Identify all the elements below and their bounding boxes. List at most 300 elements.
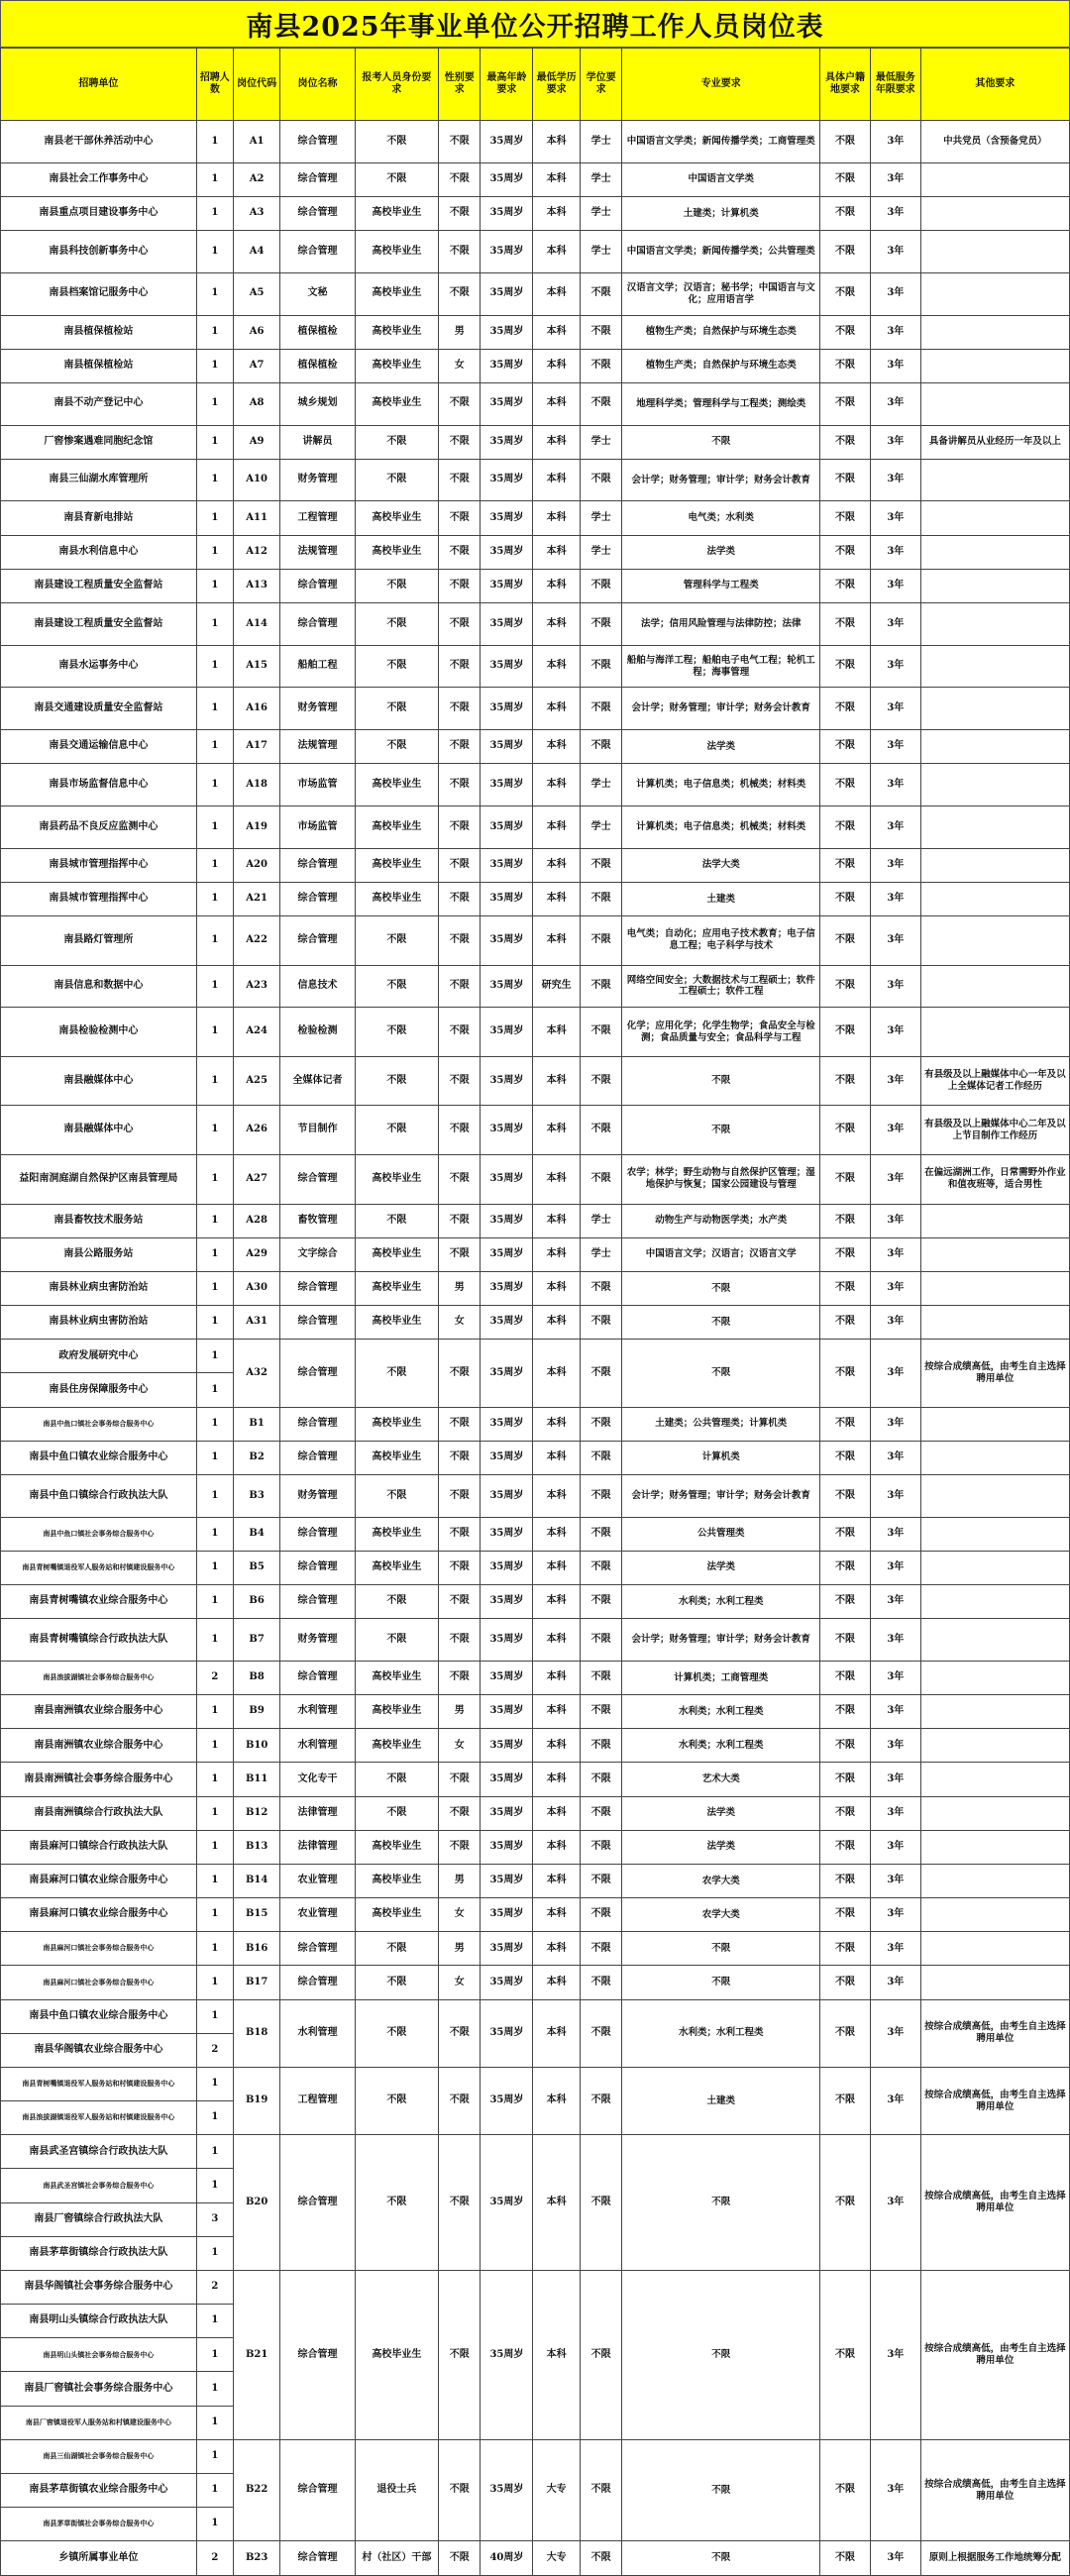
num-cell: 1 (196, 1441, 233, 1474)
major-cell: 中国语言文学；汉语言；汉语言文学 (622, 1237, 820, 1271)
code-cell: A29 (233, 1237, 280, 1271)
edu-cell: 本科 (533, 1441, 581, 1474)
hk-cell: 不限 (820, 2270, 871, 2439)
name-cell: 法规管理 (280, 535, 355, 569)
edu-cell: 本科 (533, 1864, 581, 1897)
yrs-cell: 3年 (870, 848, 920, 882)
name-cell: 讲解员 (280, 425, 355, 459)
unit-cell: 南县厂窖镇综合行政执法大队 (1, 2202, 197, 2236)
deg-cell: 学士 (580, 121, 621, 163)
yrs-cell: 3年 (870, 1407, 920, 1441)
yrs-cell: 3年 (870, 688, 920, 730)
id-cell: 高校毕业生 (355, 1271, 439, 1305)
name-cell: 水利管理 (280, 1729, 355, 1763)
age-cell: 35周岁 (481, 1932, 533, 1966)
name-cell: 财务管理 (280, 459, 355, 501)
deg-cell: 不限 (580, 1407, 621, 1441)
id-cell: 高校毕业生 (355, 1864, 439, 1897)
num-cell: 1 (196, 2101, 233, 2135)
id-cell: 不限 (355, 1204, 439, 1237)
code-cell: A9 (233, 425, 280, 459)
other-cell (920, 1407, 1069, 1441)
major-cell: 中国语言文学类；新闻传播学类；工商管理类 (622, 121, 820, 163)
yrs-cell: 3年 (870, 1008, 920, 1057)
hk-cell: 不限 (820, 196, 871, 230)
major-cell: 网络空间安全；大数据技术与工程硕士；软件工程硕士；软件工程 (622, 965, 820, 1008)
edu-cell: 本科 (533, 1474, 581, 1517)
yrs-cell: 3年 (870, 349, 920, 382)
hk-cell: 不限 (820, 806, 871, 849)
edu-cell: 本科 (533, 1106, 581, 1155)
hk-cell: 不限 (820, 1008, 871, 1057)
major-cell: 不限 (622, 1271, 820, 1305)
age-cell: 35周岁 (481, 1154, 533, 1204)
age-cell: 35周岁 (481, 1898, 533, 1932)
header-cell: 性别要求 (439, 49, 481, 121)
deg-cell: 不限 (580, 1830, 621, 1864)
hk-cell: 不限 (820, 882, 871, 915)
sex-cell: 不限 (439, 162, 481, 196)
deg-cell: 不限 (580, 1966, 621, 1999)
unit-cell: 南县麻河口镇农业综合服务中心 (1, 1898, 197, 1932)
header-cell: 岗位名称 (280, 49, 355, 121)
edu-cell: 本科 (533, 121, 581, 163)
unit-cell: 南县浪拔湖镇退役军人服务站和村镇建设服务中心 (1, 2101, 197, 2135)
deg-cell: 不限 (580, 645, 621, 688)
code-cell: A21 (233, 882, 280, 915)
deg-cell: 不限 (580, 1864, 621, 1897)
name-cell: 财务管理 (280, 688, 355, 730)
id-cell: 不限 (355, 1999, 439, 2067)
id-cell: 不限 (355, 121, 439, 163)
deg-cell: 不限 (580, 272, 621, 315)
yrs-cell: 3年 (870, 1237, 920, 1271)
yrs-cell: 3年 (870, 1271, 920, 1305)
unit-cell: 南县麻河口镇社会事务综合服务中心 (1, 1966, 197, 1999)
id-cell: 不限 (355, 1763, 439, 1796)
other-cell (920, 1763, 1069, 1796)
hk-cell: 不限 (820, 162, 871, 196)
yrs-cell: 3年 (870, 2439, 920, 2541)
other-cell (920, 645, 1069, 688)
num-cell: 1 (196, 1106, 233, 1155)
header-cell: 招聘人数 (196, 49, 233, 121)
job-table (0, 48, 1070, 2576)
id-cell: 村（社区）干部 (355, 2541, 439, 2575)
sex-cell: 不限 (439, 196, 481, 230)
name-cell: 综合管理 (280, 1551, 355, 1584)
name-cell: 综合管理 (280, 2270, 355, 2439)
other-cell (920, 1729, 1069, 1763)
table-row (1, 1407, 1070, 1441)
sex-cell: 女 (439, 349, 481, 382)
other-cell (920, 315, 1069, 349)
age-cell: 35周岁 (481, 535, 533, 569)
deg-cell: 不限 (580, 1551, 621, 1584)
code-cell: B2 (233, 1441, 280, 1474)
header-cell: 学位要求 (580, 49, 621, 121)
deg-cell: 不限 (580, 1932, 621, 1966)
table-row (1, 1106, 1070, 1155)
num-cell: 1 (196, 1306, 233, 1340)
name-cell: 文字综合 (280, 1237, 355, 1271)
edu-cell: 大专 (533, 2439, 581, 2541)
major-cell: 电气类；水利类 (622, 501, 820, 535)
code-cell: B21 (233, 2270, 280, 2439)
unit-cell: 南县畜牧技术服务站 (1, 1204, 197, 1237)
sex-cell: 不限 (439, 602, 481, 645)
major-cell: 水利类；水利工程类 (622, 1695, 820, 1729)
major-cell: 中国语言文学类 (622, 162, 820, 196)
table-row (1, 848, 1070, 882)
edu-cell: 本科 (533, 916, 581, 966)
id-cell: 高校毕业生 (355, 1306, 439, 1340)
yrs-cell: 3年 (870, 425, 920, 459)
other-cell: 按综合成绩高低，由考生自主选择聘用单位 (920, 2067, 1069, 2134)
sex-cell: 不限 (439, 535, 481, 569)
name-cell: 综合管理 (280, 1306, 355, 1340)
major-cell: 不限 (622, 1056, 820, 1106)
num-cell: 1 (196, 1154, 233, 1204)
deg-cell: 不限 (580, 730, 621, 764)
major-cell: 公共管理类 (622, 1517, 820, 1551)
num-cell: 1 (196, 1551, 233, 1584)
hk-cell: 不限 (820, 569, 871, 602)
unit-cell: 厂窖惨案遇难同胞纪念馆 (1, 425, 197, 459)
major-cell: 法学大类 (622, 848, 820, 882)
table-row (1, 1517, 1070, 1551)
num-cell: 2 (196, 2270, 233, 2304)
sex-cell: 不限 (439, 1661, 481, 1694)
num-cell: 2 (196, 1661, 233, 1694)
id-cell: 不限 (355, 569, 439, 602)
sex-cell: 女 (439, 1898, 481, 1932)
table-row (1, 1008, 1070, 1057)
code-cell: A30 (233, 1271, 280, 1305)
id-cell: 高校毕业生 (355, 1237, 439, 1271)
sex-cell: 不限 (439, 1056, 481, 1106)
table-row (1, 231, 1070, 273)
name-cell: 综合管理 (280, 2135, 355, 2271)
hk-cell: 不限 (820, 1729, 871, 1763)
id-cell: 高校毕业生 (355, 1661, 439, 1694)
unit-cell: 南县南洲镇农业综合服务中心 (1, 1695, 197, 1729)
unit-cell: 南县厂窖镇社会事务综合服务中心 (1, 2372, 197, 2406)
unit-cell: 南县青树嘴镇退役军人服务站和村镇建设服务中心 (1, 2067, 197, 2100)
name-cell: 综合管理 (280, 1661, 355, 1694)
unit-cell: 南县水利信息中心 (1, 535, 197, 569)
major-cell: 农学大类 (622, 1898, 820, 1932)
id-cell: 高校毕业生 (355, 1898, 439, 1932)
age-cell: 35周岁 (481, 121, 533, 163)
name-cell: 水利管理 (280, 1999, 355, 2067)
other-cell (920, 459, 1069, 501)
yrs-cell: 3年 (870, 2067, 920, 2134)
hk-cell: 不限 (820, 425, 871, 459)
table-row (1, 1729, 1070, 1763)
major-cell: 法学；信用风险管理与法律防控；法律 (622, 602, 820, 645)
unit-cell: 南县南洲镇社会事务综合服务中心 (1, 1763, 197, 1796)
num-cell: 1 (196, 121, 233, 163)
name-cell: 检验检测 (280, 1008, 355, 1057)
deg-cell: 学士 (580, 196, 621, 230)
unit-cell: 南县植保植检站 (1, 315, 197, 349)
sex-cell: 不限 (439, 1551, 481, 1584)
num-cell: 1 (196, 231, 233, 273)
unit-cell: 南县融媒体中心 (1, 1106, 197, 1155)
table-row (1, 1898, 1070, 1932)
sex-cell: 不限 (439, 1619, 481, 1662)
major-cell: 水利类；水利工程类 (622, 1729, 820, 1763)
age-cell: 35周岁 (481, 1999, 533, 2067)
table-row (1, 730, 1070, 764)
deg-cell: 学士 (580, 162, 621, 196)
id-cell: 不限 (355, 1106, 439, 1155)
age-cell: 35周岁 (481, 1271, 533, 1305)
deg-cell: 学士 (580, 501, 621, 535)
id-cell: 高校毕业生 (355, 806, 439, 849)
unit-cell: 南县交通运输信息中心 (1, 730, 197, 764)
hk-cell: 不限 (820, 501, 871, 535)
hk-cell: 不限 (820, 2067, 871, 2134)
num-cell: 1 (196, 315, 233, 349)
id-cell: 高校毕业生 (355, 382, 439, 425)
sex-cell: 不限 (439, 2067, 481, 2134)
sex-cell: 不限 (439, 501, 481, 535)
code-cell: B16 (233, 1932, 280, 1966)
hk-cell: 不限 (820, 2439, 871, 2541)
num-cell: 1 (196, 1932, 233, 1966)
edu-cell: 本科 (533, 1898, 581, 1932)
sex-cell: 不限 (439, 645, 481, 688)
table-row (1, 1999, 1070, 2033)
edu-cell: 本科 (533, 806, 581, 849)
sex-cell: 不限 (439, 848, 481, 882)
deg-cell: 不限 (580, 382, 621, 425)
id-cell: 高校毕业生 (355, 848, 439, 882)
edu-cell: 本科 (533, 231, 581, 273)
other-cell (920, 1966, 1069, 1999)
code-cell: B3 (233, 1474, 280, 1517)
deg-cell: 不限 (580, 1695, 621, 1729)
unit-cell: 南县中鱼口镇农业综合服务中心 (1, 1441, 197, 1474)
age-cell: 35周岁 (481, 688, 533, 730)
age-cell: 35周岁 (481, 1661, 533, 1694)
hk-cell: 不限 (820, 1932, 871, 1966)
table-row (1, 688, 1070, 730)
sex-cell: 不限 (439, 2270, 481, 2439)
name-cell: 综合管理 (280, 1407, 355, 1441)
other-cell (920, 1932, 1069, 1966)
deg-cell: 不限 (580, 349, 621, 382)
num-cell: 1 (196, 1056, 233, 1106)
edu-cell: 本科 (533, 1661, 581, 1694)
header-cell: 岗位代码 (233, 49, 280, 121)
table-row (1, 1271, 1070, 1305)
num-cell: 1 (196, 459, 233, 501)
major-cell: 水利类；水利工程类 (622, 1999, 820, 2067)
unit-cell: 南县重点项目建设事务中心 (1, 196, 197, 230)
name-cell: 综合管理 (280, 121, 355, 163)
edu-cell: 本科 (533, 1695, 581, 1729)
table-row (1, 1204, 1070, 1237)
sex-cell: 女 (439, 1966, 481, 1999)
age-cell: 35周岁 (481, 1796, 533, 1830)
unit-cell: 南县药品不良反应监测中心 (1, 806, 197, 849)
major-cell: 农学大类 (622, 1864, 820, 1897)
name-cell: 市场监管 (280, 806, 355, 849)
age-cell: 35周岁 (481, 1584, 533, 1618)
table-row (1, 569, 1070, 602)
yrs-cell: 3年 (870, 1932, 920, 1966)
major-cell: 植物生产类；自然保护与环境生态类 (622, 349, 820, 382)
name-cell: 综合管理 (280, 1932, 355, 1966)
name-cell: 综合管理 (280, 1154, 355, 1204)
edu-cell: 本科 (533, 688, 581, 730)
code-cell: A19 (233, 806, 280, 849)
other-cell: 按综合成绩高低，由考生自主选择聘用单位 (920, 2439, 1069, 2541)
age-cell: 35周岁 (481, 1106, 533, 1155)
table-row (1, 2135, 1070, 2169)
unit-cell: 南县中鱼口镇社会事务综合服务中心 (1, 1517, 197, 1551)
name-cell: 信息技术 (280, 965, 355, 1008)
name-cell: 综合管理 (280, 2541, 355, 2575)
name-cell: 综合管理 (280, 602, 355, 645)
num-cell: 1 (196, 1271, 233, 1305)
sex-cell: 不限 (439, 688, 481, 730)
num-cell: 1 (196, 2135, 233, 2169)
unit-cell: 南县城市管理指挥中心 (1, 848, 197, 882)
edu-cell: 本科 (533, 501, 581, 535)
deg-cell: 不限 (580, 1661, 621, 1694)
hk-cell: 不限 (820, 231, 871, 273)
edu-cell: 本科 (533, 1008, 581, 1057)
edu-cell: 本科 (533, 645, 581, 688)
unit-cell: 南县青树嘴镇农业综合服务中心 (1, 1584, 197, 1618)
yrs-cell: 3年 (870, 1056, 920, 1106)
edu-cell: 本科 (533, 764, 581, 806)
edu-cell: 本科 (533, 1306, 581, 1340)
unit-cell: 南县青树嘴镇退役军人服务站和村镇建设服务中心 (1, 1551, 197, 1584)
header-cell: 招聘单位 (1, 49, 197, 121)
hk-cell: 不限 (820, 1830, 871, 1864)
id-cell: 不限 (355, 2067, 439, 2134)
age-cell: 40周岁 (481, 2541, 533, 2575)
name-cell: 节目制作 (280, 1106, 355, 1155)
other-cell: 原则上根据服务工作地统筹分配 (920, 2541, 1069, 2575)
sex-cell: 不限 (439, 382, 481, 425)
table-row (1, 1966, 1070, 1999)
table-row (1, 1154, 1070, 1204)
name-cell: 农业管理 (280, 1898, 355, 1932)
yrs-cell: 3年 (870, 1474, 920, 1517)
code-cell: A11 (233, 501, 280, 535)
age-cell: 35周岁 (481, 1306, 533, 1340)
sex-cell: 不限 (439, 425, 481, 459)
yrs-cell: 3年 (870, 2270, 920, 2439)
unit-cell: 南县中鱼口镇综合行政执法大队 (1, 1474, 197, 1517)
hk-cell: 不限 (820, 2541, 871, 2575)
num-cell: 1 (196, 196, 233, 230)
major-cell: 法学类 (622, 535, 820, 569)
num-cell: 1 (196, 1763, 233, 1796)
unit-cell: 益阳南洞庭湖自然保护区南县管理局 (1, 1154, 197, 1204)
num-cell: 1 (196, 2372, 233, 2406)
yrs-cell: 3年 (870, 916, 920, 966)
num-cell: 2 (196, 2541, 233, 2575)
edu-cell: 本科 (533, 382, 581, 425)
name-cell: 综合管理 (280, 162, 355, 196)
code-cell: B23 (233, 2541, 280, 2575)
yrs-cell: 3年 (870, 645, 920, 688)
table-row (1, 1661, 1070, 1694)
id-cell: 高校毕业生 (355, 196, 439, 230)
num-cell: 1 (196, 2473, 233, 2507)
hk-cell: 不限 (820, 1661, 871, 1694)
sex-cell: 男 (439, 1271, 481, 1305)
name-cell: 城乡规划 (280, 382, 355, 425)
unit-cell: 南县明山头镇综合行政执法大队 (1, 2305, 197, 2338)
sex-cell: 不限 (439, 1407, 481, 1441)
sex-cell: 不限 (439, 272, 481, 315)
hk-cell: 不限 (820, 730, 871, 764)
major-cell: 地理科学类；管理科学与工程类；测绘类 (622, 382, 820, 425)
header-cell: 具体户籍地要求 (820, 49, 871, 121)
deg-cell: 不限 (580, 569, 621, 602)
yrs-cell: 3年 (870, 602, 920, 645)
other-cell (920, 501, 1069, 535)
table-row (1, 1584, 1070, 1618)
edu-cell: 本科 (533, 882, 581, 915)
other-cell (920, 272, 1069, 315)
edu-cell: 本科 (533, 425, 581, 459)
major-cell: 会计学；财务管理；审计学；财务会计教育 (622, 1474, 820, 1517)
num-cell: 1 (196, 382, 233, 425)
edu-cell: 本科 (533, 1551, 581, 1584)
num-cell: 1 (196, 764, 233, 806)
age-cell: 35周岁 (481, 196, 533, 230)
num-cell: 1 (196, 2067, 233, 2100)
yrs-cell: 3年 (870, 1106, 920, 1155)
other-cell: 有县级及以上融媒体中心一年及以上全媒体记者工作经历 (920, 1056, 1069, 1106)
table-row (1, 162, 1070, 196)
name-cell: 船舶工程 (280, 645, 355, 688)
table-row (1, 1340, 1070, 1373)
age-cell: 35周岁 (481, 2135, 533, 2271)
age-cell: 35周岁 (481, 806, 533, 849)
code-cell: B12 (233, 1796, 280, 1830)
deg-cell: 不限 (580, 2270, 621, 2439)
unit-cell: 南县麻河口镇农业综合服务中心 (1, 1864, 197, 1897)
id-cell: 不限 (355, 730, 439, 764)
unit-cell: 南县茅草街镇农业综合服务中心 (1, 2473, 197, 2507)
major-cell: 不限 (622, 1106, 820, 1155)
sex-cell: 不限 (439, 1796, 481, 1830)
hk-cell: 不限 (820, 1407, 871, 1441)
deg-cell: 不限 (580, 1306, 621, 1340)
edu-cell: 本科 (533, 459, 581, 501)
code-cell: B10 (233, 1729, 280, 1763)
name-cell: 植保植检 (280, 315, 355, 349)
num-cell: 1 (196, 1204, 233, 1237)
other-cell: 在偏远湖洲工作，日常需野外作业和值夜班等，适合男性 (920, 1154, 1069, 1204)
id-cell: 高校毕业生 (355, 535, 439, 569)
num-cell: 1 (196, 2338, 233, 2372)
yrs-cell: 3年 (870, 501, 920, 535)
hk-cell: 不限 (820, 535, 871, 569)
unit-cell: 南县浪拔湖镇社会事务综合服务中心 (1, 1661, 197, 1694)
hk-cell: 不限 (820, 1474, 871, 1517)
